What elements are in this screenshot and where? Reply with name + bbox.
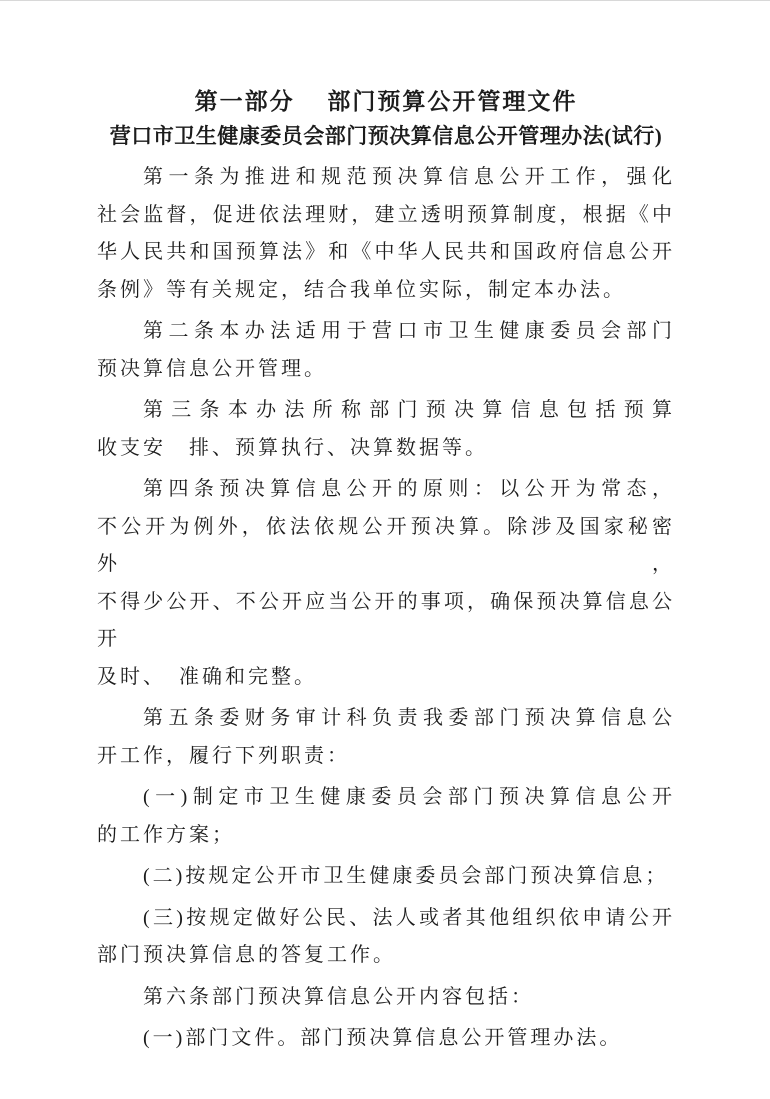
text-line: (三)按规定做好公民、法人或者其他组织依申请公开 [143, 906, 675, 929]
document-subtitle: 营口市卫生健康委员会部门预决算信息公开管理办法(试行) [109, 124, 663, 148]
text-line: (一)部门文件。部门预决算信息公开管理办法。 [143, 1027, 623, 1049]
paragraph [97, 979, 675, 1017]
paragraph [97, 900, 675, 975]
paragraph [97, 779, 675, 854]
text-line: 第六条部门预决算信息公开内容包括： [143, 985, 534, 1008]
text-line: 第五条委财务审计科负责我委部门预决算信息公 [143, 707, 675, 729]
text-line: 不公开为例外，依法依规公开预决算。除涉及国家秘密外， [97, 515, 675, 575]
text-line: 华人民共和国预算法》和《中华人民共和国政府信息公开 [97, 241, 675, 263]
text-line: 第二条本办法适用于营口市卫生健康委员会部门 [143, 320, 675, 342]
text-line: 第四条预决算信息公开的原则：以公开为常态， [143, 478, 675, 500]
text-line: 及时、 准确和完整。 [97, 665, 317, 688]
text-line: 不得少公开、不公开应当公开的事项，确保预决算信息公开 [97, 590, 675, 650]
text-line: 第一条为推进和规范预决算信息公开工作，强化 [143, 166, 675, 188]
text-line: 开工作，履行下列职责： [97, 744, 350, 767]
paragraph [97, 313, 675, 388]
document-content [97, 86, 675, 1062]
text-line: 收支安 排、预算执行、决算数据等。 [97, 436, 488, 459]
paragraph [97, 700, 675, 775]
paragraph [97, 858, 675, 896]
text-line: (二)按规定公开市卫生健康委员会部门预决算信息； [143, 865, 669, 887]
text-line: 条例》等有关规定，结合我单位实际，制定本办法。 [97, 278, 626, 301]
paragraph [97, 159, 675, 309]
document-title: 第一部分 部门预算公开管理文件 [194, 89, 578, 114]
paragraph [97, 1020, 675, 1058]
paragraph [97, 392, 675, 467]
text-line: 第三条本办法所称部门预决算信息包括预算 [143, 399, 675, 421]
text-line: 的工作方案； [97, 823, 235, 846]
paragraph [97, 471, 675, 696]
text-line: 部门预决算信息的答复工作。 [97, 944, 396, 966]
document-body [97, 159, 675, 1058]
text-line: 预决算信息公开管理。 [97, 357, 327, 380]
text-line: (一)制定市卫生健康委员会部门预决算信息公开 [143, 786, 675, 808]
text-line: 社会监督，促进依法理财，建立透明预算制度，根据《中 [97, 203, 675, 226]
